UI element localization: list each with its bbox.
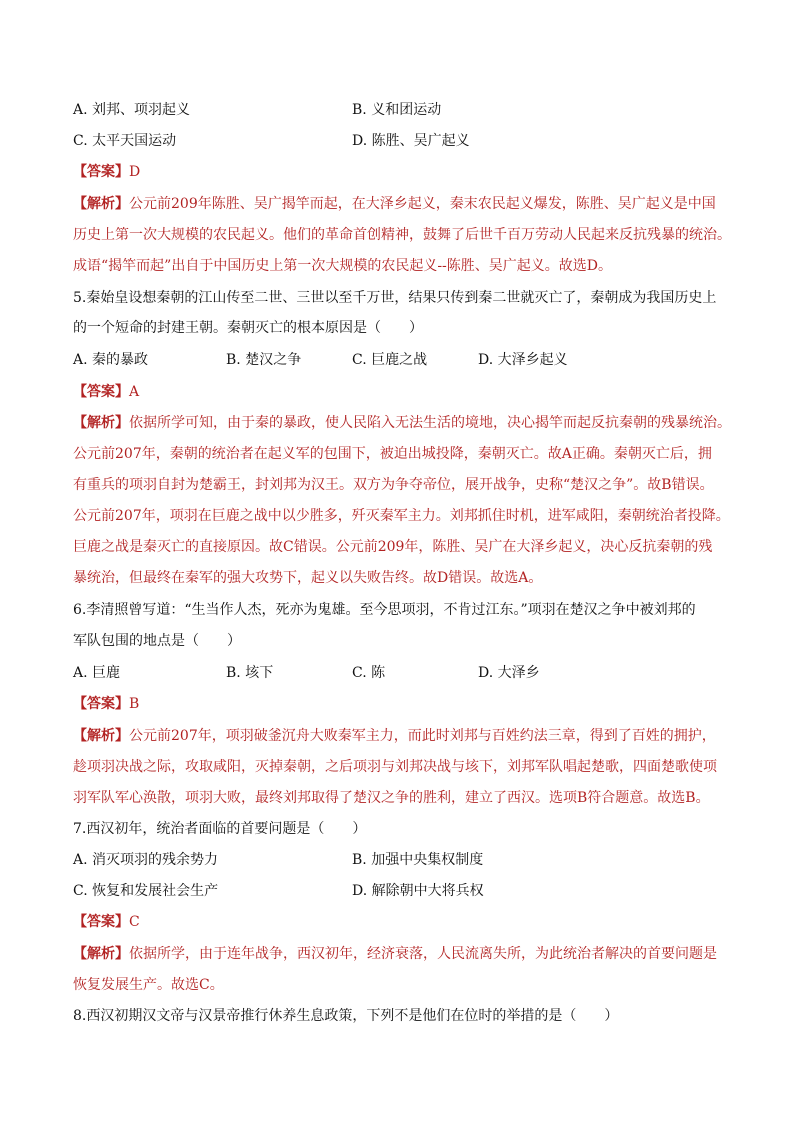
analysis-tag: 【解析】: [73, 946, 129, 962]
q6-answer-line: [73, 694, 139, 714]
q6-option-b: B. 垓下: [226, 665, 274, 681]
analysis-tag: 【解析】: [73, 728, 129, 744]
q5-answer: A: [129, 384, 140, 400]
q4-option-b: B. 义和团运动: [352, 102, 442, 118]
q6-analysis-text: 公元前207年，项羽破釜沉舟大败秦军主力，而此时刘邦与百姓约法三章，得到了百姓的拥护，: [129, 728, 716, 744]
q6-stem-line-1: 6.李清照曾写道：“生当作人杰，死亦为鬼雄。至今思项羽，不肯过江东。”项羽在楚汉之争中被刘邦的: [73, 602, 696, 618]
q7-stem-line-1: 7.西汉初年，统治者面临的首要问题是（ ）: [73, 821, 367, 837]
q6-option-a: A. 巨鹿: [73, 665, 121, 681]
analysis-tag: 【解析】: [73, 196, 129, 212]
analysis-tag: 【解析】: [73, 415, 129, 431]
q5-analysis-line-6: 暴统治，但最终在秦军的强大攻势下，起义以失败告终。故D错误。故选A。: [73, 570, 543, 586]
q5-analysis-line-1: [73, 413, 731, 433]
q7-option-d: D. 解除朝中大将兵权: [352, 883, 484, 899]
q5-option-d: D. 大泽乡起义: [478, 352, 568, 368]
q5-analysis-line-5: 巨鹿之战是秦灭亡的直接原因。故C错误。公元前209年，陈胜、吴广在大泽乡起义，决心反抗秦朝的残: [73, 539, 713, 555]
q6-answer: B: [129, 696, 140, 712]
q4-answer-line: [73, 162, 140, 182]
answer-tag: 【答案】: [73, 164, 129, 180]
q7-analysis-line-2: 恢复发展生产。故选C。: [73, 977, 224, 993]
q5-stem-line-1: 5.秦始皇设想秦朝的江山传至二世、三世以至千万世，结果只传到秦二世就灭亡了，秦朝成为我国历史上: [73, 290, 717, 306]
q6-analysis-line-1: [73, 726, 716, 746]
q7-option-a: A. 消灭项羽的残余势力: [73, 852, 219, 868]
q5-option-b: B. 楚汉之争: [226, 352, 302, 368]
q4-analysis-line-3: 成语“揭竿而起”出自于中国历史上第一次大规模的农民起义--陈胜、吴广起义。故选D。: [73, 258, 612, 274]
q7-analysis-line-1: [73, 944, 717, 964]
q6-stem-line-2: 军队包围的地点是（ ）: [73, 633, 241, 649]
q6-option-c: C. 陈: [352, 665, 386, 681]
q8-stem-line-1: 8.西汉初期汉文帝与汉景帝推行休养生息政策，下列不是他们在位时的举措的是（ ）: [73, 1008, 619, 1024]
q4-option-d: D. 陈胜、吴广起义: [352, 133, 470, 149]
answer-tag: 【答案】: [73, 914, 129, 930]
q4-analysis-line-2: 历史上第一次大规模的农民起义。他们的革命首创精神，鼓舞了后世千百万劳动人民起来反抗残暴的统治。: [73, 227, 731, 243]
q5-answer-line: [73, 382, 139, 402]
q5-analysis-line-4: 公元前207年，项羽在巨鹿之战中以少胜多，歼灭秦军主力。刘邦抓住时机，进军咸阳，秦朝统治者投降。: [73, 508, 730, 524]
answer-tag: 【答案】: [73, 696, 129, 712]
answer-tag: 【答案】: [73, 384, 129, 400]
q5-analysis-text: 依据所学可知，由于秦的暴政，使人民陷入无法生活的境地，决心揭竿而起反抗秦朝的残暴统治。: [129, 415, 731, 431]
q7-answer: C: [129, 914, 140, 930]
q6-analysis-line-2: 趁项羽决战之际，攻取咸阳，灭掉秦朝，之后项羽与刘邦决战与垓下，刘邦军队唱起楚歌，四面楚歌使项: [73, 759, 717, 775]
q5-option-a: A. 秦的暴政: [73, 352, 149, 368]
q4-analysis-text: 公元前209年陈胜、吴广揭竿而起，在大泽乡起义，秦末农民起义爆发，陈胜、吴广起义是中国: [129, 196, 716, 212]
q5-analysis-line-3: 有重兵的项羽自封为楚霸王，封刘邦为汉王。双方为争夺帝位，展开战争，史称“楚汉之争”。故B错误。: [73, 477, 714, 493]
q7-option-c: C. 恢复和发展社会生产: [73, 883, 219, 899]
q5-stem-line-2: 的一个短命的封建王朝。秦朝灭亡的根本原因是（ ）: [73, 320, 423, 336]
q4-option-a: A. 刘邦、项羽起义: [73, 102, 191, 118]
q7-option-b: B. 加强中央集权制度: [352, 852, 484, 868]
q4-option-c: C. 太平天国运动: [73, 133, 177, 149]
q5-option-c: C. 巨鹿之战: [352, 352, 428, 368]
q6-analysis-line-3: 羽军队军心涣散，项羽大败，最终刘邦取得了楚汉之争的胜利，建立了西汉。选项B符合题意。故选B。: [73, 790, 710, 806]
q7-analysis-text: 依据所学，由于连年战争，西汉初年，经济衰落，人民流离失所，为此统治者解决的首要问题是: [129, 946, 717, 962]
q6-option-d: D. 大泽乡: [478, 665, 540, 681]
q4-analysis-line-1: [73, 194, 716, 214]
q4-answer: D: [129, 164, 141, 180]
q7-answer-line: [73, 912, 140, 932]
q5-analysis-line-2: 公元前207年，秦朝的统治者在起义军的包围下，被迫出城投降，秦朝灭亡。故A正确。秦朝灭亡后，拥: [73, 446, 712, 462]
